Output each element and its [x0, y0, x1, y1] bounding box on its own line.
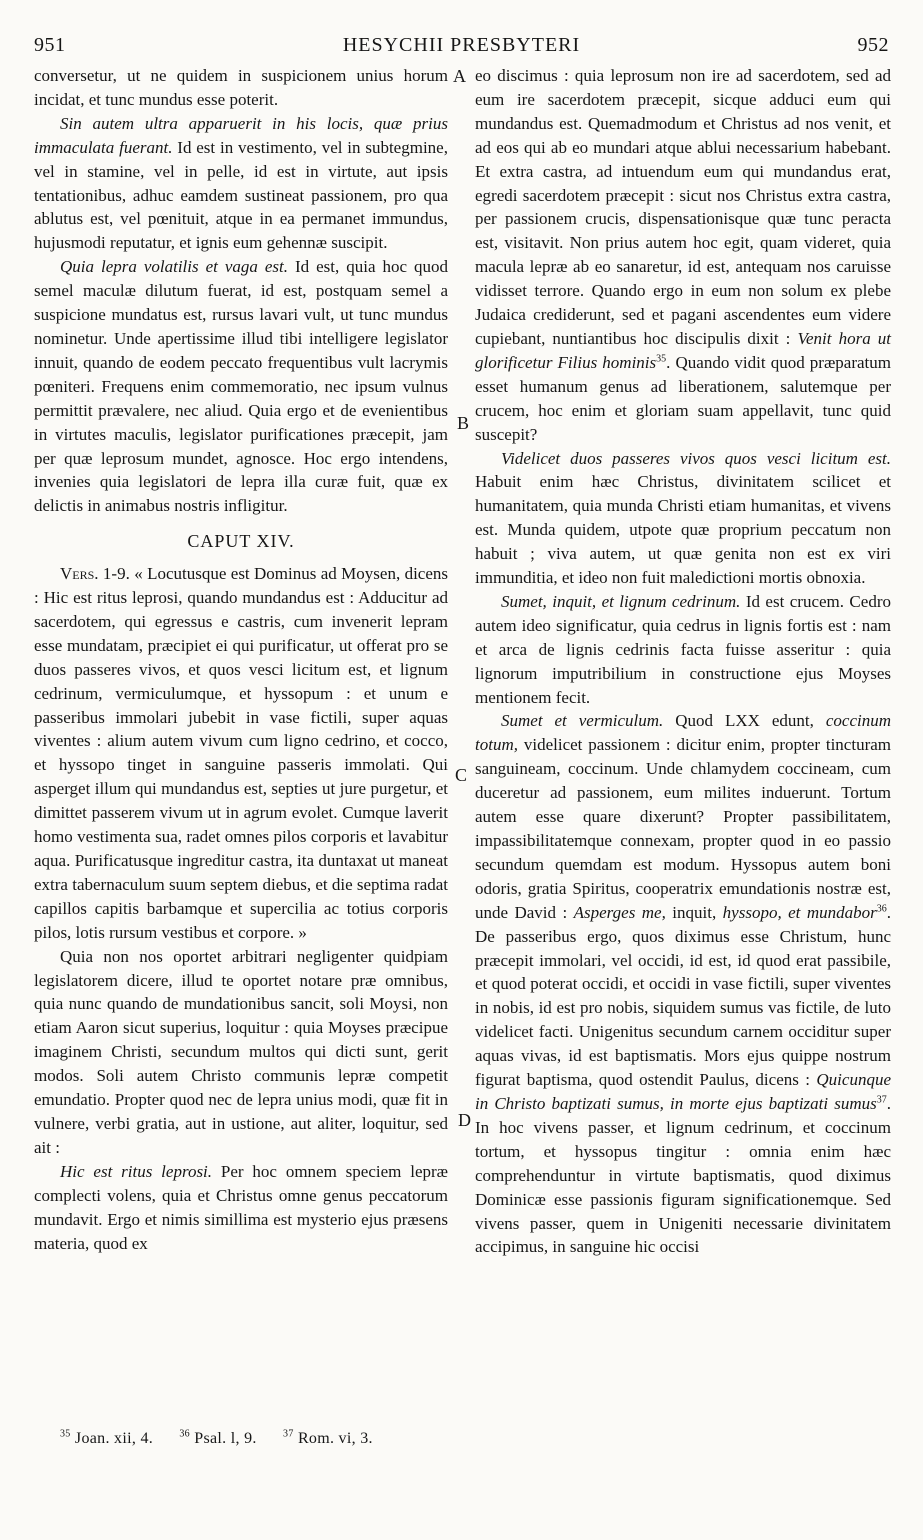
lemma: Hic est ritus leprosi. [60, 1161, 213, 1181]
footnote-ref: 36 [876, 903, 887, 915]
margin-letter-d: D [458, 1110, 471, 1130]
commentary: Id est, quia hoc quod semel maculæ dilutum fuerat, id est, postquam semel a suspicione mundatus est, rursus lavari vult, ut tunc mundus nominetur. Unde apertissime illud tibi intelligere legislator innuit, quando de eodem peccato frequentibus vult lacrymis pœniteri. Frequens enim commemoratio, nec ipsum vulnus permittit prævalere, nec aliud. Quia ergo et de evenientibus in virtutes maculis, legislator purificationes præcepit, jam per quæ leprosum mundet, agnosce. Hoc ergo intendens, invenies quia legislatori de lepra illa curæ fuit, quæ ex delictis in animabus nostris infligitur. [34, 257, 449, 516]
paragraph [34, 562, 448, 945]
margin-letter-b: B [457, 413, 470, 433]
commentary: Habuit enim hæc Christus, divinitatem scilicet et humanitatem, quia munda Christi etiam humanitas, et vivens est. Munda quidem, utpote quæ proprium peccatum non habuit ; viva autem, ut quæ genita non est ex viri immunditia, et ideo non fuit maledictioni mortis obnoxia. [475, 472, 891, 588]
commentary: Quod LXX edunt, [663, 711, 826, 731]
lemma: Quia lepra volatilis et vaga est. [60, 257, 288, 277]
margin-letter-c: C [455, 765, 468, 785]
margin-letter-a: A [453, 66, 466, 86]
paragraph: Quia non nos oportet arbitrari negligenter quidpiam legislatorem dicere, illud te oportet notare præ omnibus, quia nunc quando de mundationibus sancit, soli Moysi, non etiam Aaron sicut superius, loquitur : quia Moyses præcipue imaginem Christi, secundum multos qui dicti sunt, gerit modos. Soli autem Christo communis lepræ competit emundatio. Propter quod nec de lepra unius modi, quæ fit in vulnere, verbi gratia, aut in ustione, aut aliter, loquitur, sed ait : [34, 946, 448, 1157]
commentary: videlicet passionem : dicitur enim, propter tincturam sanguineam, coccinum. Unde chlamydem coccineam, cum duceretur ad passionem, eum milites induerunt. Tortum autem esse quare dixerunt? Propter passibilitatem, impassibilitatemque connexam, propter quod in eo passio secundum quemdam est modum. Hyssopus autem boni odoris, gratia Spiritus, cooperatrix emundationis nostræ est, unde David : [475, 735, 891, 922]
commentary: . In hoc vivens passer, et lignum cedrinum, et coccinum tortum, et hyssopus tingitur : omnia enim hæc comprehenduntur in virtute baptismatis, quod diximus Dominicæ esse passionis figuram significationemque. Sed vivens passer, quem in Unigeniti necessarie divinitatem accipimus, in sanguine hic occisi [475, 1093, 891, 1257]
running-header [34, 34, 889, 64]
right-column [475, 64, 891, 1259]
lemma: Sumet et vermiculum. [501, 711, 664, 731]
commentary: inquit, [665, 902, 723, 922]
footnote-number: 37 [283, 1428, 294, 1440]
page-number-right: 952 [857, 34, 889, 56]
chapter-heading: CAPUT XIV. [187, 531, 295, 552]
scripture-quote: hyssopo, et mundabor [722, 902, 877, 922]
footnote-text: Psal. l, 9. [194, 1430, 257, 1447]
footnote-ref: 37 [876, 1094, 887, 1106]
commentary: eo discimus : quia leprosum non ire ad sacerdotem, sed ad eum ire sacerdotem præcepit, sicque adduci eum qui mundandus est. Quemadmodum et Christus ad nos venit, et ad eos qui ab eo mundari atque ablui necessarium habebant. Et extra castra, ad intuendum eum qui mundandus erat, egredi sacerdotem præcepit : sicut nos Christus extra castra, per passionem crucis, dispensationisque quæ tunc peracta est, visitavit. Non prius autem hoc egit, quam videret, quia macula lepræ ab eo sanaretur, id est, antequam nos caruisse vidisset terrore. Quando ergo in eum non solum ex plebe Judaica crediderunt, sed et pagani ascendentes eum videre cupiebant, nuntiantibus hoc discipulis dixit : [475, 66, 891, 348]
commentary: Id est in vestimento, vel in subtegmine, vel in stamine, vel in pelle, id est in virtute, aut ipsis tentationibus, adhuc eamdem sustineat passionem, pro qua ablutus est, vel pœnituit, atque in ea permanet immundus, hujusmodi reputatur, et ignis eum gehennæ suscipit. [34, 137, 448, 253]
paragraph [475, 709, 891, 1259]
commentary: Per hoc omnem speciem lepræ complecti volens, quia et Christus omne genus peccatorum mundavit. Ergo et nimis simillima est mysterio ejus præsens materia, quod ex [34, 1161, 448, 1253]
paragraph: conversetur, ut ne quidem in suspicionem unius horum incidat, et tunc mundus esse poterit. [34, 66, 448, 109]
page-number-left: 951 [34, 34, 66, 56]
scripture-quote: Asperges me, [573, 902, 666, 922]
footnote-number: 35 [60, 1428, 71, 1440]
lemma: Videlicet duos passeres vivos quos vesci licitum est. [501, 448, 891, 468]
commentary: . Quando vidit quod præparatum esset humanum genus ad liberationem, salutemque per crucem, hoc enim et gloriam suam appellavit, tunc quid suscepit? [475, 352, 891, 444]
verse-reference: Vers. 1-9. [60, 564, 130, 584]
footnote-text: Joan. xii, 4. [74, 1430, 154, 1447]
footnote-text: Rom. vi, 3. [297, 1430, 373, 1447]
left-column [34, 64, 448, 1255]
running-title: HESYCHII PRESBYTERI [342, 34, 581, 56]
commentary: . De passeribus ergo, quos diximus esse Christum, hunc præcepit immolari, vel occidi, id est, id quod erat passibile, et quod poterat occidi, et occidi in vase fictili, super viventes in nobis, id est pro nobis, siquidem sumus vas fictile, de luto videlicet facti. Unigenitus secundum carnem occiditur super aquas vivas, id est baptismatis. Mors ejus quippe nostrum figurat baptisma, quod ostendit Paulus, dicens : [475, 902, 891, 1090]
italic-term: coccinum totum, [475, 711, 891, 755]
scripture-text: « Locutusque est Dominus ad Moysen, dicens : Hic est ritus leprosi, quando mundandus est : Adducitur ad sacerdotem, qui egressus e castris, cum invenerit lepram esse mundatam, præcipiet ei qui purificatur, ut offerat pro se duos passeres vivos, et quos vesci licitum est, et lignum cedrinum, vermiculumque, et hyssopum : et unum e passeribus immolari jubebit in vase fictili, super aquas viventes : alium autem vivum cum ligno cedrino, et cocco, et hyssopo tinget in sanguine passeris immolati. Qui asperget illum qui mundandus est, septies ut jure purgetur, et dimittet passerem vivum ut in agrum evolet. Cumque laverit homo vestimenta sua, radet omnes pilos corporis et lavabitur aqua. Purificatusque ingreditur castra, ita duntaxat ut maneat extra tabernaculum suum septem diebus, et die septima radat capillos capitis barbamque et supercilia ac totius corporis pilos, lotis rursum vestibus et corpore. » [34, 564, 449, 942]
scripture-quote: Venit hora ut glorificetur Filius hominis [475, 328, 891, 372]
paragraph [34, 255, 448, 518]
paragraph [34, 1160, 448, 1256]
paragraph [475, 447, 891, 590]
footnote [60, 1430, 153, 1447]
commentary: Id est crucem. Cedro autem ideo significatur, quia cedrus in lignis fortis est : nam et arca de lignis cedrinis facta fuisse asseritur : quia lignorum imputribilium in constructione ejus Moyses mentionem fecit. [475, 591, 891, 707]
footnote [179, 1430, 256, 1447]
footnote-ref: 35 [656, 353, 667, 365]
scripture-quote: Quicunque in Christo baptizati sumus, in morte ejus baptizati sumus [475, 1070, 891, 1113]
footnote [283, 1430, 373, 1447]
paragraph [34, 112, 448, 255]
footnote-number: 36 [179, 1428, 190, 1440]
paragraph [475, 590, 891, 710]
footnotes [60, 1430, 889, 1448]
lemma: Sin autem ultra apparuerit in his locis, quæ prius immaculata fuerant. [34, 113, 448, 157]
lemma: Sumet, inquit, et lignum cedrinum. [501, 591, 741, 611]
paragraph [475, 64, 891, 447]
